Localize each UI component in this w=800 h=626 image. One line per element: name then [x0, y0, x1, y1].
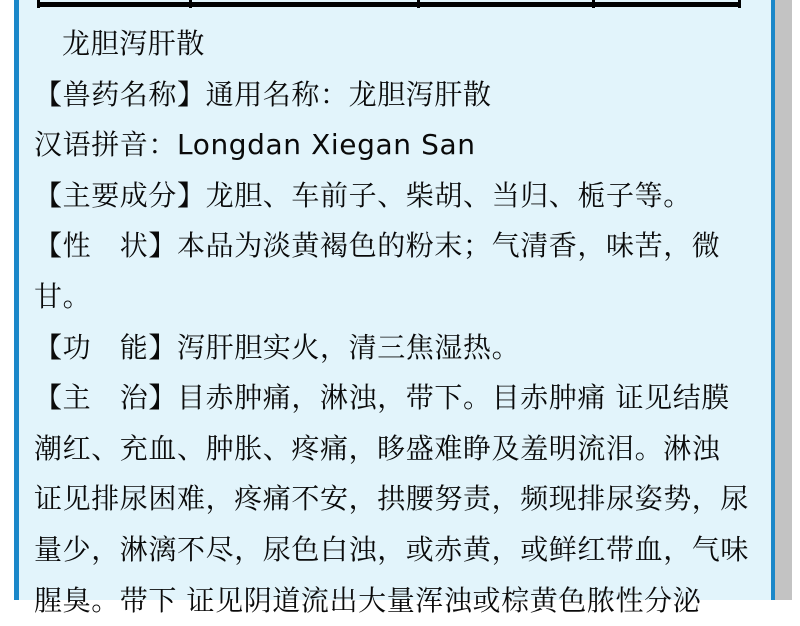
scrollbar-track[interactable] [775, 0, 792, 600]
line-indications-3: 证见排尿困难，疼痛不安，拱腰努责，频现排尿姿势，尿 [34, 482, 750, 516]
table-column-divider [417, 0, 420, 8]
line-function: 【功 能】泻肝胆实火，清三焦湿热。 [34, 330, 521, 364]
document-text [34, 19, 750, 626]
table-column-divider [37, 0, 40, 8]
line-characteristics-1: 【性 状】本品为淡黄褐色的粉末；气清香，味苦，微 [34, 229, 721, 263]
line-indications-4: 量少，淋漓不尽，尿色白浊，或赤黄，或鲜红带血，气味 [34, 532, 750, 566]
table-column-divider [738, 0, 741, 8]
table-column-divider [189, 0, 192, 8]
line-main-ingredients: 【主要成分】龙胆、车前子、柴胡、当归、栀子等。 [34, 178, 692, 212]
document-title: 龙胆泻肝散 [62, 27, 206, 60]
content-panel [14, 0, 775, 617]
table-bottom-edge [37, 0, 741, 9]
table-column-divider [592, 0, 595, 8]
line-indications-1: 【主 治】目赤肿痛，淋浊，带下。目赤肿痛 证见结膜 [34, 381, 730, 415]
line-indications-5: 腥臭。带下 证见阴道流出大量浑浊或棕黄色脓性分泌 [34, 583, 702, 617]
line-indications-2: 潮红、充血、肿胀、疼痛，眵盛难睁及羞明流泪。淋浊 [34, 431, 721, 465]
line-characteristics-2: 甘。 [34, 279, 92, 313]
table-horizontal-rule [37, 2, 741, 7]
line-drug-name: 【兽药名称】通用名称：龙胆泻肝散 [34, 77, 492, 111]
line-pinyin: 汉语拼音：Longdan Xiegan San [34, 128, 476, 162]
